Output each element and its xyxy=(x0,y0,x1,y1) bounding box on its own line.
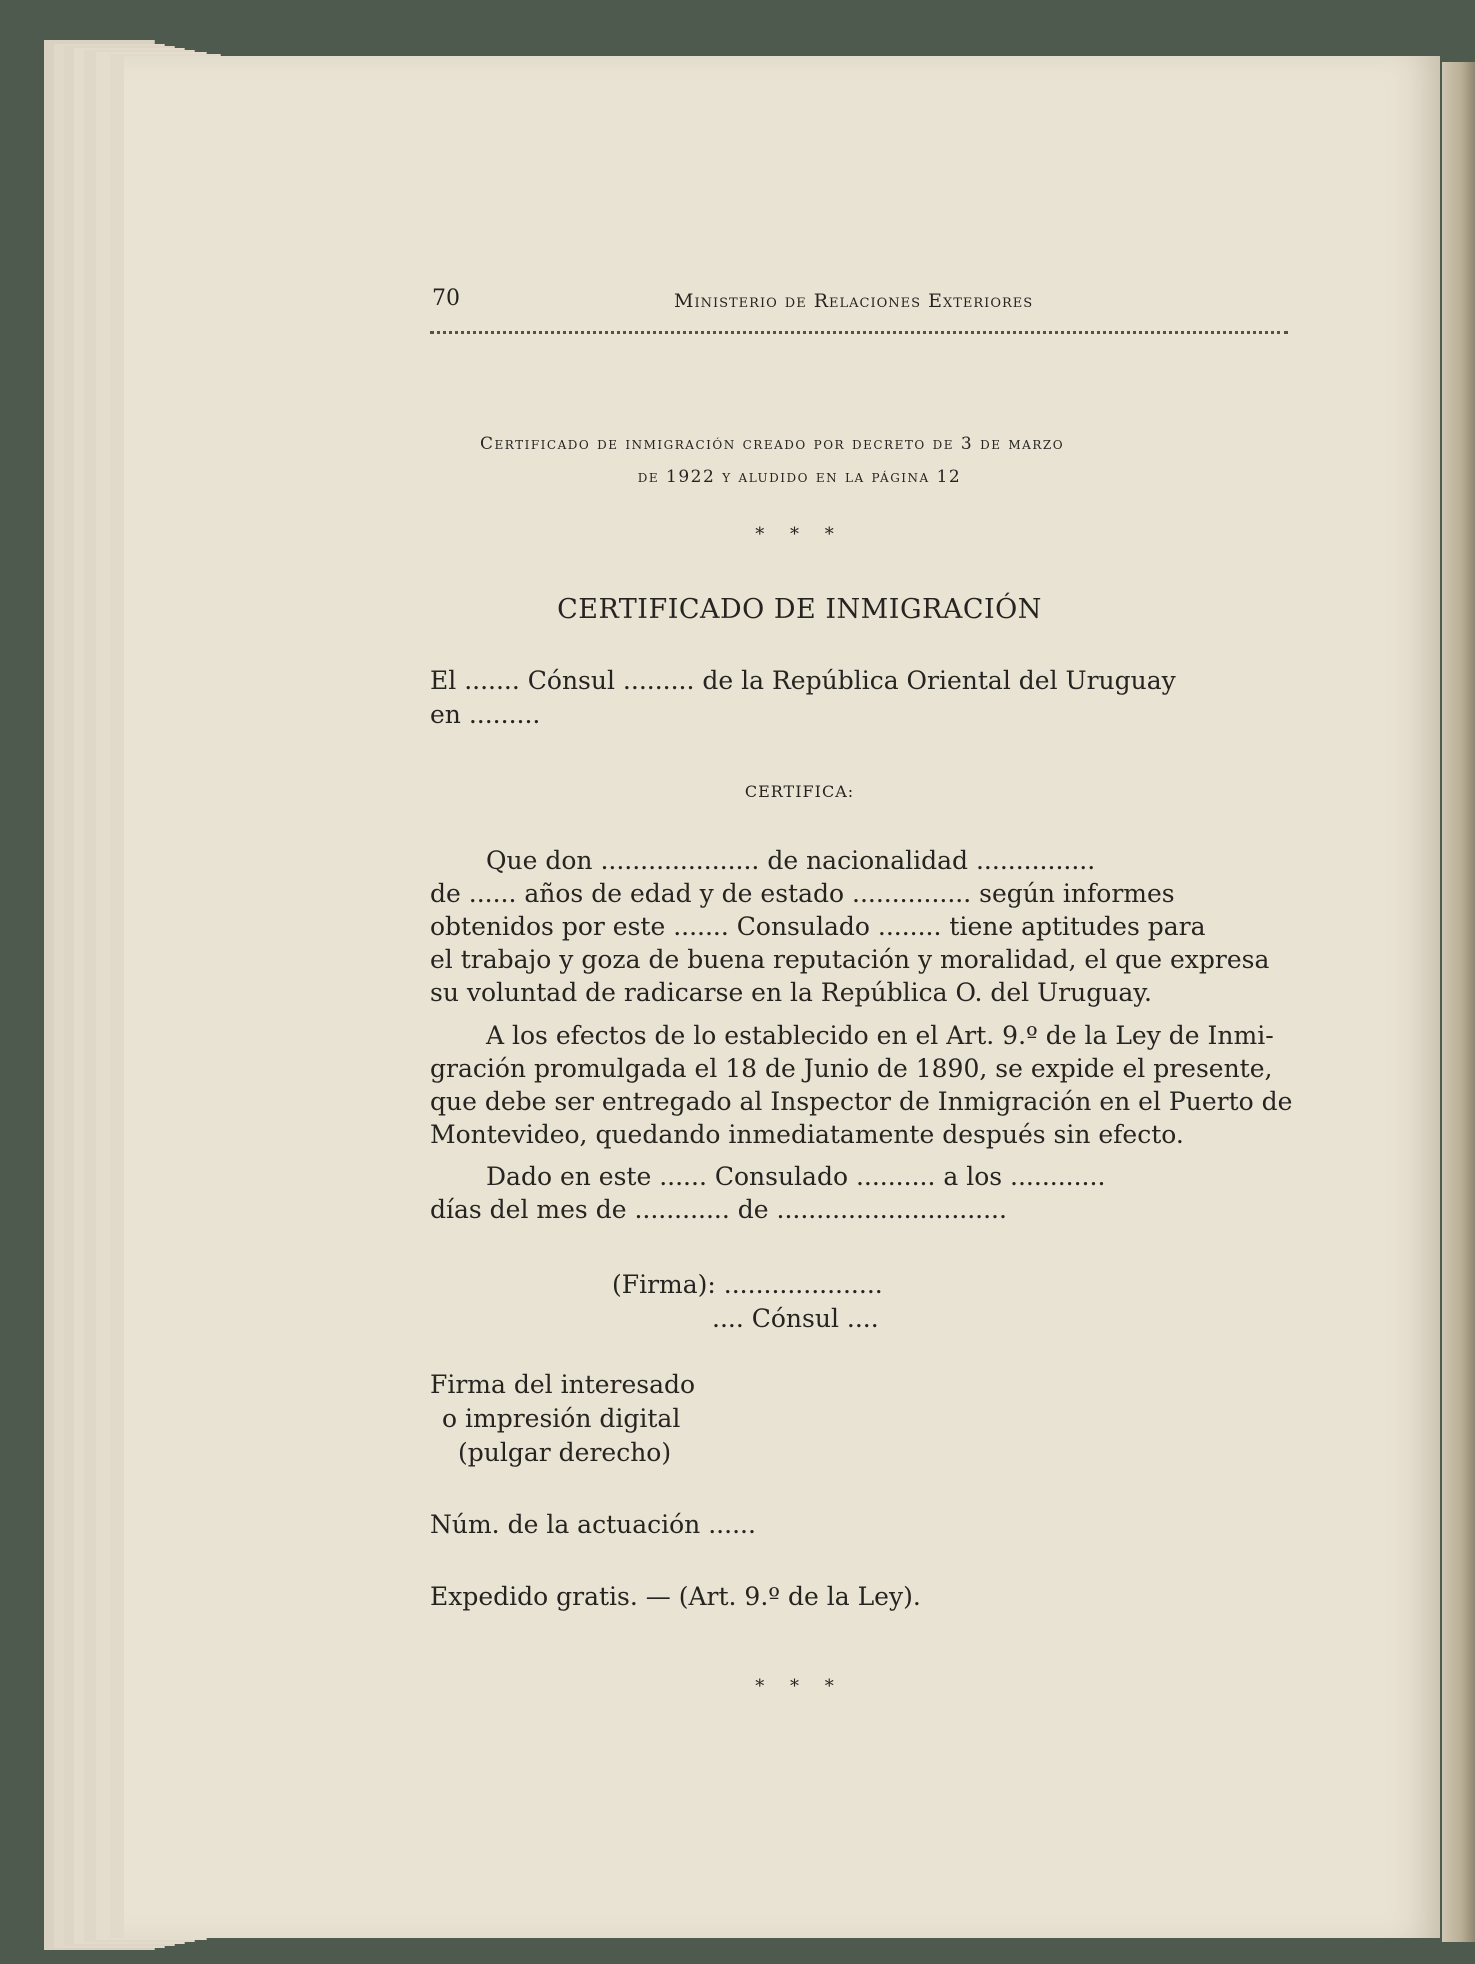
paragraph-line: de ...... años de edad y de estado ............... según informes xyxy=(430,879,1175,908)
ornament-top: * * * xyxy=(755,524,844,545)
caption-line-1: Certificado de inmigración creado por decreto de 3 de marzo xyxy=(480,434,1065,454)
expedido-note: Expedido gratis. — (Art. 9.º de la Ley). xyxy=(430,1582,921,1611)
paragraph-line: Dado en este ...... Consulado .......... a los ............ xyxy=(486,1162,1106,1191)
interesado-line-3: (pulgar derecho) xyxy=(458,1438,672,1467)
paragraph-line: Que don .................... de nacionalidad ............... xyxy=(486,846,1096,875)
paragraph-2 xyxy=(430,1019,1293,1151)
interesado-line-2: o impresión digital xyxy=(442,1404,681,1433)
document-title: CERTIFICADO DE INMIGRACIÓN xyxy=(557,594,1042,625)
signature-firma: (Firma): .................... xyxy=(612,1270,883,1299)
actuacion-number: Núm. de la actuación ...... xyxy=(430,1510,756,1539)
interesado-line-1: Firma del interesado xyxy=(430,1370,696,1399)
ornament-bottom: * * * xyxy=(755,1676,844,1697)
header-dotted-rule xyxy=(430,331,1288,334)
intro-line-1: El ....... Cónsul ......... de la República Oriental del Uruguay xyxy=(430,666,1176,695)
page-number: 70 xyxy=(432,286,460,311)
intro-line-2: en ......... xyxy=(430,700,541,729)
paragraph-line: que debe ser entregado al Inspector de Inmigración en el Puerto de xyxy=(430,1087,1293,1116)
paragraph-line: su voluntad de radicarse en la República O. del Uruguay. xyxy=(430,978,1152,1007)
paragraph-line: gración promulgada el 18 de Junio de 1890, se expide el presente, xyxy=(430,1054,1273,1083)
paragraph-3 xyxy=(430,1160,1280,1226)
paragraph-1 xyxy=(430,844,1280,1009)
paragraph-line: A los efectos de lo establecido en el Art. 9.º de la Ley de Inmi- xyxy=(486,1021,1274,1050)
running-title: Ministerio de Relaciones Exteriores xyxy=(674,290,1034,312)
paragraph-line: Montevideo, quedando inmediatamente después sin efecto. xyxy=(430,1120,1184,1149)
paragraph-line: días del mes de ............ de ............................. xyxy=(430,1195,1007,1224)
caption-line-2: de 1922 y aludido en la página 12 xyxy=(637,467,962,487)
paragraph-line: el trabajo y goza de buena reputación y moralidad, el que expresa xyxy=(430,945,1270,974)
certifica-heading: CERTIFICA: xyxy=(744,782,855,801)
paragraph-line: obtenidos por este ....... Consulado ........ tiene aptitudes para xyxy=(430,912,1206,941)
signature-consul: .... Cónsul .... xyxy=(712,1304,879,1333)
